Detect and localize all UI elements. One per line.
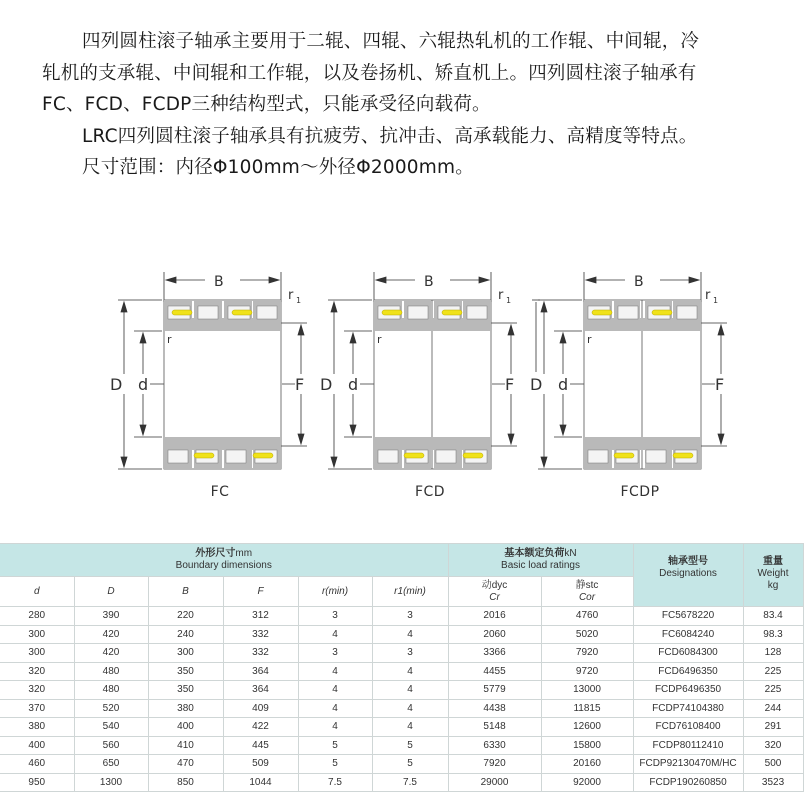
header-B: B: [148, 577, 223, 607]
cell-F: 1044: [223, 773, 298, 792]
cell-weight: 291: [743, 718, 803, 737]
cell-weight: 225: [743, 662, 803, 681]
cell-cr: 2016: [448, 607, 541, 626]
header-designations: 轴承型号 Designations: [633, 544, 743, 607]
table-row: [0, 681, 803, 700]
cell-cr: 5148: [448, 718, 541, 737]
table-row: [0, 625, 803, 644]
cell-D: 650: [74, 755, 148, 774]
cell-designation: FC6084240: [633, 625, 743, 644]
cell-r: 3: [298, 607, 372, 626]
table-row: [0, 662, 803, 681]
table-row: [0, 644, 803, 663]
cell-designation: FCD76108400: [633, 718, 743, 737]
cell-r: 5: [298, 736, 372, 755]
cell-d: 950: [0, 773, 74, 792]
cell-F: 422: [223, 718, 298, 737]
table-body: [0, 607, 803, 792]
cell-r1: 4: [372, 662, 448, 681]
cell-cr: 6330: [448, 736, 541, 755]
cell-d: 320: [0, 662, 74, 681]
cell-r1: 7.5: [372, 773, 448, 792]
cell-r1: 3: [372, 607, 448, 626]
header-boundary-dimensions: 外形尺寸mm Boundary dimensions: [0, 544, 448, 577]
cell-weight: 320: [743, 736, 803, 755]
table-row: [0, 773, 803, 792]
cell-r: 3: [298, 644, 372, 663]
cell-D: 420: [74, 644, 148, 663]
cell-designation: FCDP80112410: [633, 736, 743, 755]
fc-bearing-drawing-icon: [110, 262, 333, 482]
cell-r1: 5: [372, 755, 448, 774]
header-D: D: [74, 577, 148, 607]
intro-line-4: LRC四列圆柱滚子轴承具有抗疲劳、抗冲击、高承载能力、高精度等特点。: [82, 125, 698, 147]
intro-line-2: 轧机的支承辊、中间辊和工作辊，以及卷扬机、矫直机上。四列圆柱滚子轴承有: [42, 62, 697, 84]
svg-text:1: 1: [713, 296, 719, 305]
cell-weight: 83.4: [743, 607, 803, 626]
intro-line-3: FC、FCD、FCDP三种结构型式，只能承受径向载荷。: [42, 94, 491, 115]
svg-text:F: F: [505, 375, 515, 394]
header-r1-min: r1(min): [372, 577, 448, 607]
cell-weight: 225: [743, 681, 803, 700]
diagram-label-fc: FC: [210, 484, 230, 500]
svg-text:r: r: [498, 288, 504, 303]
cell-cor: 5020: [541, 625, 633, 644]
intro-text: [0, 26, 810, 184]
cell-r1: 4: [372, 699, 448, 718]
cell-F: 409: [223, 699, 298, 718]
diagram-label-fcd: FCD: [414, 484, 446, 500]
svg-text:D: D: [110, 375, 123, 394]
cell-r: 4: [298, 662, 372, 681]
cell-B: 400: [148, 718, 223, 737]
cell-cr: 3366: [448, 644, 541, 663]
header-dynamic-cr: 动dyc Cr: [448, 577, 541, 607]
table-row: [0, 736, 803, 755]
cell-cr: 2060: [448, 625, 541, 644]
header-basic-load-ratings: 基本额定负荷kN Basic load ratings: [448, 544, 633, 577]
cell-B: 240: [148, 625, 223, 644]
svg-text:F: F: [715, 375, 725, 394]
cell-F: 509: [223, 755, 298, 774]
cell-D: 420: [74, 625, 148, 644]
cell-designation: FCD6084300: [633, 644, 743, 663]
cell-r: 4: [298, 625, 372, 644]
header-d: d: [0, 577, 74, 607]
svg-text:d: d: [348, 375, 359, 394]
cell-B: 850: [148, 773, 223, 792]
cell-cor: 11815: [541, 699, 633, 718]
cell-cr: 7920: [448, 755, 541, 774]
header-weight: 重量 Weight kg: [743, 544, 803, 607]
cell-r: 7.5: [298, 773, 372, 792]
header-static-cor: 静stc Cor: [541, 577, 633, 607]
cell-d: 300: [0, 625, 74, 644]
svg-text:r: r: [288, 288, 294, 303]
svg-text:r: r: [377, 333, 382, 346]
svg-text:D: D: [530, 375, 543, 394]
fcd-bearing-drawing-icon: [320, 262, 543, 482]
cell-cr: 5779: [448, 681, 541, 700]
cell-d: 300: [0, 644, 74, 663]
cell-D: 390: [74, 607, 148, 626]
header-F: F: [223, 577, 298, 607]
svg-text:D: D: [320, 375, 333, 394]
svg-text:B: B: [214, 274, 224, 290]
intro-line-5: 尺寸范围：内径Φ100mm～外径Φ2000mm。: [82, 157, 474, 178]
cell-D: 520: [74, 699, 148, 718]
cell-B: 350: [148, 662, 223, 681]
svg-text:F: F: [295, 375, 305, 394]
cell-cor: 9720: [541, 662, 633, 681]
cell-weight: 98.3: [743, 625, 803, 644]
cell-d: 380: [0, 718, 74, 737]
cell-d: 370: [0, 699, 74, 718]
bearing-diagrams: [0, 262, 810, 512]
cell-designation: FCDP6496350: [633, 681, 743, 700]
cell-F: 364: [223, 662, 298, 681]
cell-designation: FCDP74104380: [633, 699, 743, 718]
cell-F: 312: [223, 607, 298, 626]
cell-d: 280: [0, 607, 74, 626]
bearing-spec-table: [0, 543, 804, 792]
cell-F: 445: [223, 736, 298, 755]
svg-text:1: 1: [296, 296, 302, 305]
cell-weight: 3523: [743, 773, 803, 792]
diagram-label-fcdp: FCDP: [620, 484, 660, 500]
svg-text:1: 1: [506, 296, 512, 305]
cell-F: 364: [223, 681, 298, 700]
cell-r: 4: [298, 699, 372, 718]
cell-r: 5: [298, 755, 372, 774]
table-row: [0, 718, 803, 737]
cell-cr: 4438: [448, 699, 541, 718]
cell-F: 332: [223, 644, 298, 663]
cell-cor: 4760: [541, 607, 633, 626]
cell-designation: FCDP190260850: [633, 773, 743, 792]
cell-r: 4: [298, 718, 372, 737]
cell-weight: 244: [743, 699, 803, 718]
svg-text:d: d: [138, 375, 149, 394]
cell-cr: 4455: [448, 662, 541, 681]
cell-weight: 128: [743, 644, 803, 663]
fcdp-bearing-drawing-icon: [530, 262, 750, 482]
cell-B: 220: [148, 607, 223, 626]
svg-text:r: r: [167, 333, 172, 346]
cell-B: 410: [148, 736, 223, 755]
cell-D: 480: [74, 662, 148, 681]
diagram-fc: [110, 262, 333, 512]
cell-r1: 5: [372, 736, 448, 755]
svg-text:r: r: [587, 333, 592, 346]
cell-D: 560: [74, 736, 148, 755]
cell-B: 380: [148, 699, 223, 718]
cell-designation: FCD6496350: [633, 662, 743, 681]
cell-D: 1300: [74, 773, 148, 792]
cell-cr: 29000: [448, 773, 541, 792]
header-r-min: r(min): [298, 577, 372, 607]
cell-designation: FC5678220: [633, 607, 743, 626]
cell-cor: 7920: [541, 644, 633, 663]
svg-text:r: r: [705, 288, 711, 303]
cell-B: 300: [148, 644, 223, 663]
table-row: [0, 755, 803, 774]
cell-d: 400: [0, 736, 74, 755]
svg-text:B: B: [634, 274, 644, 290]
cell-r1: 4: [372, 625, 448, 644]
cell-F: 332: [223, 625, 298, 644]
cell-d: 320: [0, 681, 74, 700]
cell-B: 470: [148, 755, 223, 774]
table-row: [0, 607, 803, 626]
cell-cor: 12600: [541, 718, 633, 737]
cell-weight: 500: [743, 755, 803, 774]
cell-d: 460: [0, 755, 74, 774]
cell-D: 480: [74, 681, 148, 700]
cell-cor: 13000: [541, 681, 633, 700]
cell-r1: 4: [372, 718, 448, 737]
diagram-fcd: [320, 262, 543, 512]
cell-cor: 15800: [541, 736, 633, 755]
cell-B: 350: [148, 681, 223, 700]
intro-line-1: 四列圆柱滚子轴承主要用于二辊、四辊、六辊热轧机的工作辊、中间辊，冷: [82, 31, 700, 52]
cell-cor: 20160: [541, 755, 633, 774]
cell-r1: 4: [372, 681, 448, 700]
cell-designation: FCDP92130470M/HC: [633, 755, 743, 774]
cell-r1: 3: [372, 644, 448, 663]
svg-text:d: d: [558, 375, 569, 394]
svg-text:B: B: [424, 274, 434, 290]
cell-r: 4: [298, 681, 372, 700]
cell-cor: 92000: [541, 773, 633, 792]
cell-D: 540: [74, 718, 148, 737]
table-row: [0, 699, 803, 718]
diagram-fcdp: [530, 262, 750, 512]
